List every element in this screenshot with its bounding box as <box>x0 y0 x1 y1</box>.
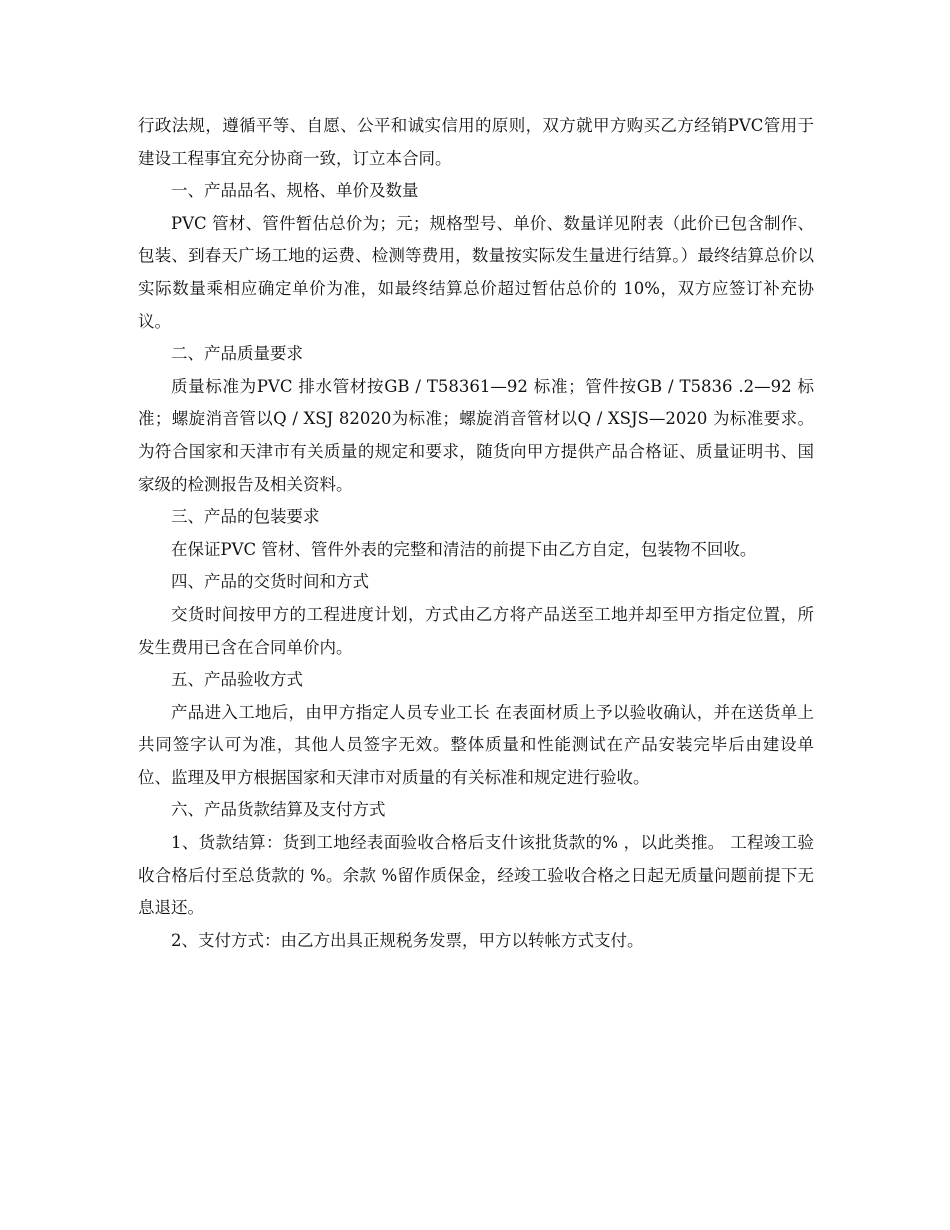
heading-section-5: 五、产品验收方式 <box>171 670 303 690</box>
heading-section-1: 一、产品品名、规格、单价及数量 <box>171 181 419 201</box>
paragraph-intro: 行政法规，遵循平等、自愿、公平和诚实信用的原则，双方就甲方购买乙方经销PVC管用于建设工程事宜充分协商一致，订立本合同。 <box>138 116 814 168</box>
paragraph-section-1: PVC 管材、管件暂估总价为；元；规格型号、单价、数量详见附表（此价已包含制作、包装、到春天广场工地的运费、检测等费用，数量按实际发生量进行结算。）最终结算总价以实际数量乘相应确定单价为准，如最终结算总价超过暂估总价的 10%，双方应签订补充协议。 <box>138 213 814 331</box>
paragraph-section-5: 产品进入工地后，由甲方指定人员专业工长 在表面材质上予以验收确认，并在送货单上共同签字认可为准，其他人员签字无效。整体质量和性能测试在产品安装完毕后由建设单位、监理及甲方根据国家和天津市对质量的有关标准和规定进行验收。 <box>138 702 814 787</box>
heading-section-6: 六、产品货款结算及支付方式 <box>171 800 386 820</box>
paragraph-section-6-payment: 2、支付方式：由乙方出具正规税务发票，甲方以转帐方式支付。 <box>171 930 644 950</box>
paragraph-section-6-settlement: 1、货款结算：货到工地经表面验收合格后支什该批货款的% ，以此类推。 工程竣工验收合格后付至总货款的 %。余款 %留作质保金，经竣工验收合格之日起无质量问题前提下无息退还。 <box>138 833 814 918</box>
paragraph-section-4: 交货时间按甲方的工程进度计划，方式由乙方将产品送至工地并却至甲方指定位置，所发生费用已含在合同单价内。 <box>138 604 814 657</box>
heading-section-4: 四、产品的交货时间和方式 <box>171 572 369 592</box>
heading-section-3: 三、产品的包装要求 <box>171 507 320 527</box>
heading-section-2: 二、产品质量要求 <box>171 344 303 364</box>
paragraph-section-3: 在保证PVC 管材、管件外表的完整和清洁的前提下由乙方自定，包装物不回收。 <box>171 539 757 559</box>
paragraph-section-2: 质量标准为PVC 排水管材按GB / T58361—92 标准；管件按GB / T5836 .2—92 标准；螺旋消音管以Q / XSJ 82020为标准；螺旋消音管材以Q / XSJS—2020 为标准要求。为符合国家和天津市有关质量的规定和要求，随货向甲方提供产品合格证、质量证明书、国家级的检测报告及相关资料。 <box>138 376 814 494</box>
document-body <box>138 110 814 957</box>
